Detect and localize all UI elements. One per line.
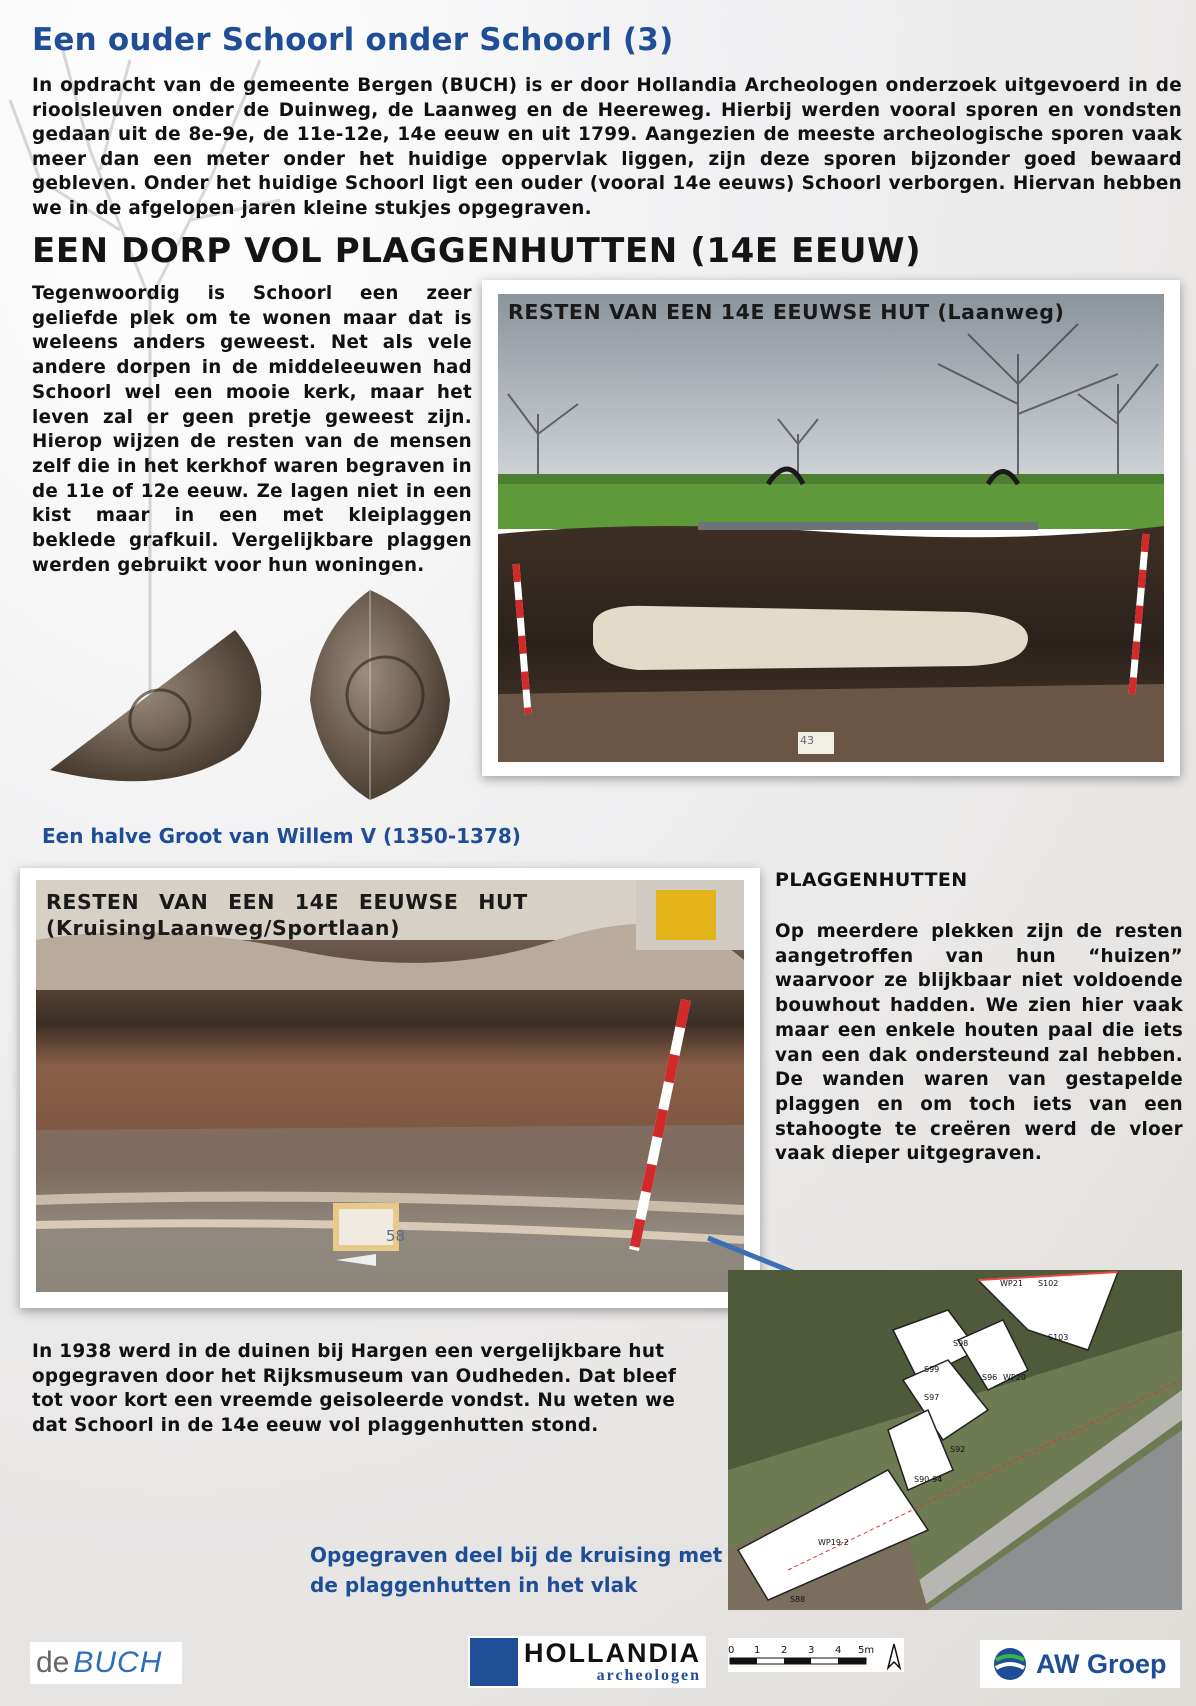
map-label-11: S88 [790,1595,806,1604]
scale-tick-2: 2 [781,1645,788,1656]
logo-buch-de: de [36,1646,70,1679]
map-label-6: WP20 [1003,1373,1026,1382]
half-coin-left [50,630,261,781]
photo1-tag: 43 [800,734,814,747]
half-coin-right [310,590,450,800]
logo-buch-main: BUCH [73,1646,163,1679]
logo-hollandia-sub: archeologen [596,1667,701,1684]
logo-aw-groep [980,1640,1180,1688]
photo2-frame [20,868,760,1308]
plaggenhutten-text: Op meerdere plekken zijn de resten aangetroffen van hun “huizen” waarvoor ze blijkbaar niet voldoende bouwhout hadden. We zien hier vaak maar een enkele houten paal die iets van een dak ondersteund zal hebben. De wanden waren van gestapelde plaggen en om toch iets van een stahoogte te creëren werd de vloer vaak dieper uitgegraven. [775,921,1183,1165]
logo-de-buch [30,1642,182,1684]
map-label-4: S99 [924,1365,940,1374]
photo2-label-line2: (KruisingLaanweg/Sportlaan) [46,916,401,940]
bottom-paragraph: In 1938 werd in de duinen bij Hargen een vergelijkbare hut opgegraven door het Rijksmuseum van Oudheden. Dat bleef tot voor kort een vreemde geisoleerde vondst. Nu weten we dat Schoorl in de 14e eeuw vol plaggenhutten stond. [32,1341,677,1437]
map-caption-line2: de plaggenhutten in het vlak [310,1573,638,1597]
scale-bar-graphic [728,1638,904,1672]
page-title: Een ouder Schoorl onder Schoorl (3) [32,22,674,58]
photo1-label: RESTEN VAN EEN 14E EEUWSE HUT (Laanweg) [508,300,1065,324]
photo2-tag: 58 [386,1227,406,1245]
map-label-0: WP21 [1000,1279,1023,1288]
logo-hollandia-main: HOLLANDIA [524,1638,701,1668]
section-heading: EEN DORP VOL PLAGGENHUTTEN (14E EEUW) [32,231,922,271]
map-label-1: S102 [1038,1279,1059,1288]
excavation-map [728,1270,1182,1610]
map-label-10: WP19-2 [818,1538,849,1547]
map-label-2: S103 [1048,1333,1069,1342]
photo1-frame [482,280,1180,776]
map-label-8: S92 [950,1445,966,1454]
map-label-9: S90-94 [914,1475,943,1484]
photo2-label-line1: RESTEN VAN EEN 14E EEUWSE HUT [46,890,528,914]
photo1-illustration [498,294,1164,762]
logo-aw-text: AW Groep [1036,1648,1167,1679]
intro-paragraph: In opdracht van de gemeente Bergen (BUCH) is er door Hollandia Archeologen onderzoek uitgevoerd in de rioolsleuven onder de Duinweg, de Laanweg en de Heereweg. Hierbij werden vooral sporen en vondsten gedaan uit de 8e-9e, de 11e-12e, 14e eeuw en uit 1799. Aangezien de meeste archeologische sporen vaak meer dan een meter onder het huidige oppervlak liggen, zijn deze sporen bijzonder goed bewaard gebleven. Onder het huidige Schoorl ligt een ouder (vooral 14e eeuws) Schoorl verborgen. Hiervan hebben we in de afgelopen jaren kleine stukjes opgegraven. [32,75,1182,219]
coin-images [40,580,480,810]
map-label-3: S98 [953,1339,969,1348]
scale-tick-4: 4 [835,1645,842,1656]
hollandia-emblem-icon [470,1638,518,1686]
excavation-map-illustration [728,1270,1182,1610]
scale-tick-1: 1 [754,1645,761,1656]
scale-tick-0: 0 [728,1645,735,1656]
coin-caption: Een halve Groot van Willem V (1350-1378) [42,824,521,848]
north-arrow-icon [888,1644,900,1668]
map-label-7: S97 [924,1393,940,1402]
scale-tick-3: 3 [808,1645,815,1656]
map-caption-line1: Opgegraven deel bij de kruising met [310,1543,723,1567]
aw-groep-swirl-icon [992,1646,1028,1682]
logo-hollandia [468,1636,706,1688]
scale-tick-5: 5m [858,1645,875,1656]
map-label-5: S96 [982,1373,998,1382]
map-scale-bar [728,1638,904,1672]
map-caption [310,1540,722,1600]
section-text: Tegenwoordig is Schoorl een zeer geliefde plek om te wonen maar dat is weleens anders geweest. Net als vele andere dorpen in de middeleeuwen had Schoorl wel een mooie kerk, maar het leven zal er geen pretje geweest zijn. Hierop wijzen de resten van de mensen zelf die in het kerkhof waren begraven in de 11e of 12e eeuw. Ze lagen niet in een kist maar in een met kleiplaggen beklede grafkuil. Vergelijkbare plaggen werden gebruikt voor hun woningen. [32,283,472,576]
plaggenhutten-heading: PLAGGENHUTTEN [775,869,968,891]
photo1-trench-laanweg [498,294,1164,762]
